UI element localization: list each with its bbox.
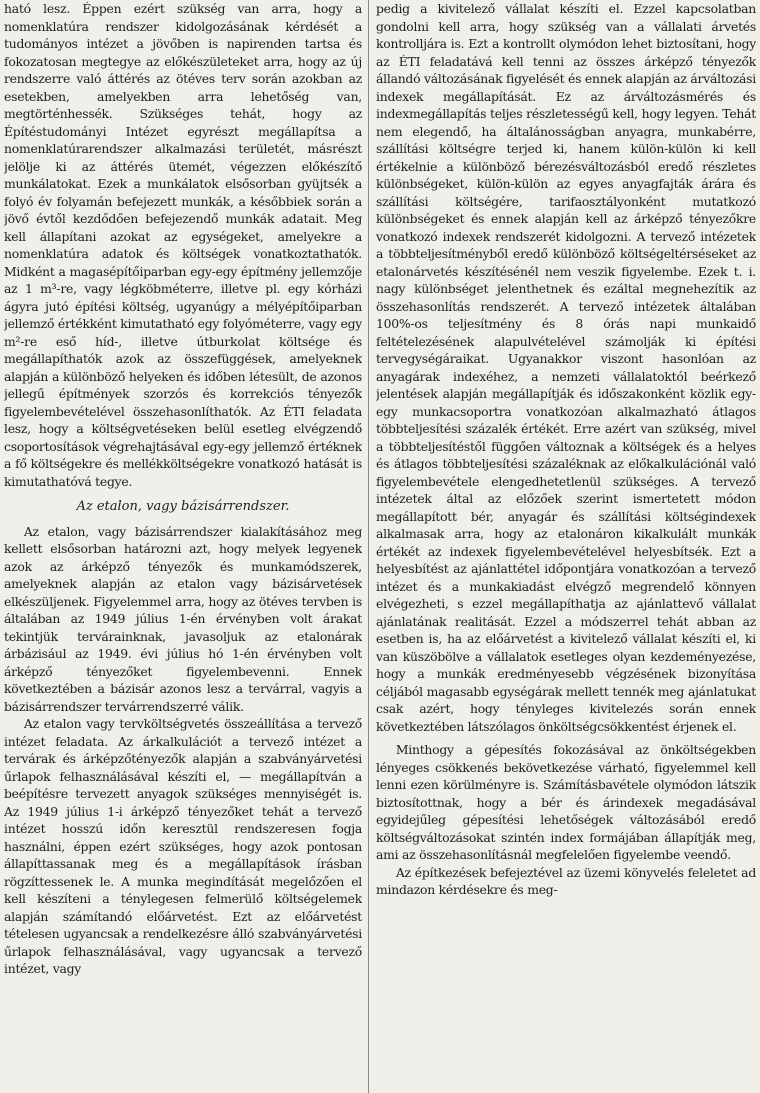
- left-column: [4, 0, 362, 1093]
- left-paragraph-1: ható lesz. Éppen ezért szükség van arra, hogy a nomenklatúra rendszer kidolgozásának kérdését a tudományos intézet a jövőben is napirenden tartsa és fokozatosan megtegye az előkészületeket arra, hogy az új rendszerre való áttérés az ötéves terv során azokban az esetekben, amelyekben arra lehetőség van, megtörténhessék. Szükséges tehát, hogy az Építéstudományi Intézet egyrészt megállapítsa a nomenklatúrarendszer alkalmazási területét, másrészt jelölje ki az áttérés ütemét, végezzen előkészítő munkálatokat. Ezek a munkálatok elsősorban gyüjtsék a folyó év folyamán befejezett munkák, a későbbiek során a jövő évtől kezdődően befejezendő munkák adatait. Meg kell állapítani azokat az egységeket, amelyekre a nomenklatúra adatok és költségek vonatkoztathatók. Midként a magasépítőiparban egy-egy építmény jellemzője az 1 m³-re, vagy légköbméterre, illetve pl. egy kórházi ágyra jutó építési költség, ugyanúgy a mélyépítőiparban jellemző értékként kimutatható egy folyóméterre, vagy egy m²-re eső híd-, illetve útburkolat költsége és megállapíthatók azok az összefüggések, amelyeknek alapján a különböző helyeken és időben létesült, de azonos jellegű építmények szorzós és korrekciós tényezők figyelembevételével összehasonlíthatók. Az ÉTI feladata lesz, hogy a költségvetéseken belül esetleg elvégzendő csoportosítások végrehajtásával egy-egy jellemző értéknek a fő költségekre és mellékköltségekre vonatkozó hatását is kimutathatóvá tegye.: [4, 1, 362, 489]
- left-paragraph-3: Az etalon vagy tervköltségvetés összeállítása a tervező intézet feladata. Az árkalkulációt a tervező intézet a tervárak és árképzőtényezők alapján a szabványárvetési űrlapok felhasználásával készíti el, — megállapítván a beépítésre tervezett anyagok szükséges mennyiségét is. Az 1949 július 1-i árképző tényezőket tehát a tervező intézet hosszú időn keresztül rendszeresen fogja használni, éppen ezért szükséges, hogy azok pontosan állapíttassanak meg és a megállapítások írásban rögzíttessenek le. A munka megindítását megelőzően el kell készíteni a ténylegesen felmerülő költségelemek alapján számítandó előárvetést. Ezt az előárvetést tételesen ugyancsak a rendelkezésre álló szabványárvetési űrlapok felhasználásával, vagy ugyancsak a tervező intézet, vagy: [4, 716, 362, 976]
- right-paragraph-3: Az építkezések befejeztével az üzemi könyvelés feleletet ad mindazon kérdésekre és meg-: [376, 864, 756, 897]
- right-column: [376, 0, 756, 1093]
- left-paragraph-2: Az etalon, vagy bázisárrendszer kialakításához meg kellett elsősorban határozni azt, hogy melyek legyenek azok az árképző tényezők és munkamódszerek, amelyeknek alapján az etalon vagy bázisárvetések elkészüljenek. Figyelemmel arra, hogy az ötéves tervben is általában az 1949 július 1-én érvényben volt árakat tekintjük tervárainknak, javasoljuk az etalonárak árbázisául az 1949. évi július hó 1-én érvényben volt árképző tényezőket figyelembevenni. Ennek következtében a bázisár azonos lesz a tervárral, vagyis a bázisárrendszer tervárrendszerré válik.: [4, 523, 362, 714]
- right-paragraph-2: Minthogy a gépesítés fokozásával az önköltségekben lényeges csökkenés bekövetkezése várható, figyelemmel kell lenni ezen körülményre is. Számításbavétele olymódon látszik biztosítottnak, hogy a bér és árindexek megadásával egyidejűleg gépesítési lehetőségek változásából eredő költségváltozásokat szintén index formájában állapítják meg, ami az összehasonlításnál megfelelően figyelembe veendő.: [376, 742, 756, 862]
- column-divider: [368, 0, 369, 1093]
- section-heading: Az etalon, vagy bázisárrendszer.: [76, 499, 290, 514]
- right-paragraph-1: pedig a kivitelező vállalat készíti el. Ezzel kapcsolatban gondolni kell arra, hogy szükség van a vállalati árvetés kontrolljára is. Ezt a kontrollt olymódon lehet biztosítani, hogy az ÉTI feladatává kell tenni az összes árképző tényezők állandó változásának figyelését és ennek alapján az árváltozási indexek megállapítását. Ez az árváltozásmérés és indexmegállapítás teljes részletességű kell, hogy legyen. Tehát nem elegendő, ha általánosságban anyagra, munkabérre, szállítási költségre terjed ki, hanem külön-külön ki kell értékelnie a különböző bérezésváltozásból eredő részletes különbségeket, külön-külön az egyes anyagfajták árára és szállítási költségére, tarifaosztályonként mutatkozó különbségeket és ennek alapján kell az árképző tényezőkre vonatkozó indexek rendszerét kidolgozni. A tervező intézetek a többteljesítményből eredő különböző költségeltérséseket az etalonárvetés készítésénél nem veszik figyelembe. Ezek t. i. nagy különbséget jelenthetnek és ezáltal megnehezítik az összehasonlítás rendszerét. A tervező intézetek általában 100%-os teljesítmény és 8 órás napi munkaidő feltételezésének alapulvételével számolják ki építési tervegységáraikat. Ugyanakkor viszont hasonlóan az anyagárak indexéhez, a nemzeti vállalatoktól beérkező jelentések alapján megállapítják és időszakonként közlik egy-egy munkacsoportra vonatkozóan alkalmazható átlagos többteljesítési százalék értékét. Erre azért van szükség, mivel a többteljesítéstől függően változnak a költségek és a helyes és átlagos többteljesítési százaléknak az előkalkulációnál való figyelembevétele elengedhetetlenül szükséges. A tervező intézetek által az előzőek szerint ismertetett módon megállapított bér, anyagár és szállítási költségindexek alkalmasak arra, hogy az etalonáron kikalkulált munkák értékét az indexek figyelembevételével helyesbítsék. Ezt a helyesbítést az ajánlattétel időpontjára vonatkozóan a tervező intézet és a munkakiadást elvégző megrendelő könnyen elvégezheti, s ezzel megállapíthatja az ajánlattevő vállalat ajánlatának realitását. Ezzel a módszerrel tehát abban az esetben is, ha az előárvetést a kivitelező vállalat készíti el, ki van küszöbölve a vállalatok esetleges olyan kezdeményezése, hogy a munkák eredményesebb végzésének bizonyítása céljából magasabb egységárak mellett tennék meg ajánlatukat csak azért, hogy tényleges kivitelezés során ennek következtében látszólagos önköltségcsökkentést érjenek el.: [376, 1, 756, 734]
